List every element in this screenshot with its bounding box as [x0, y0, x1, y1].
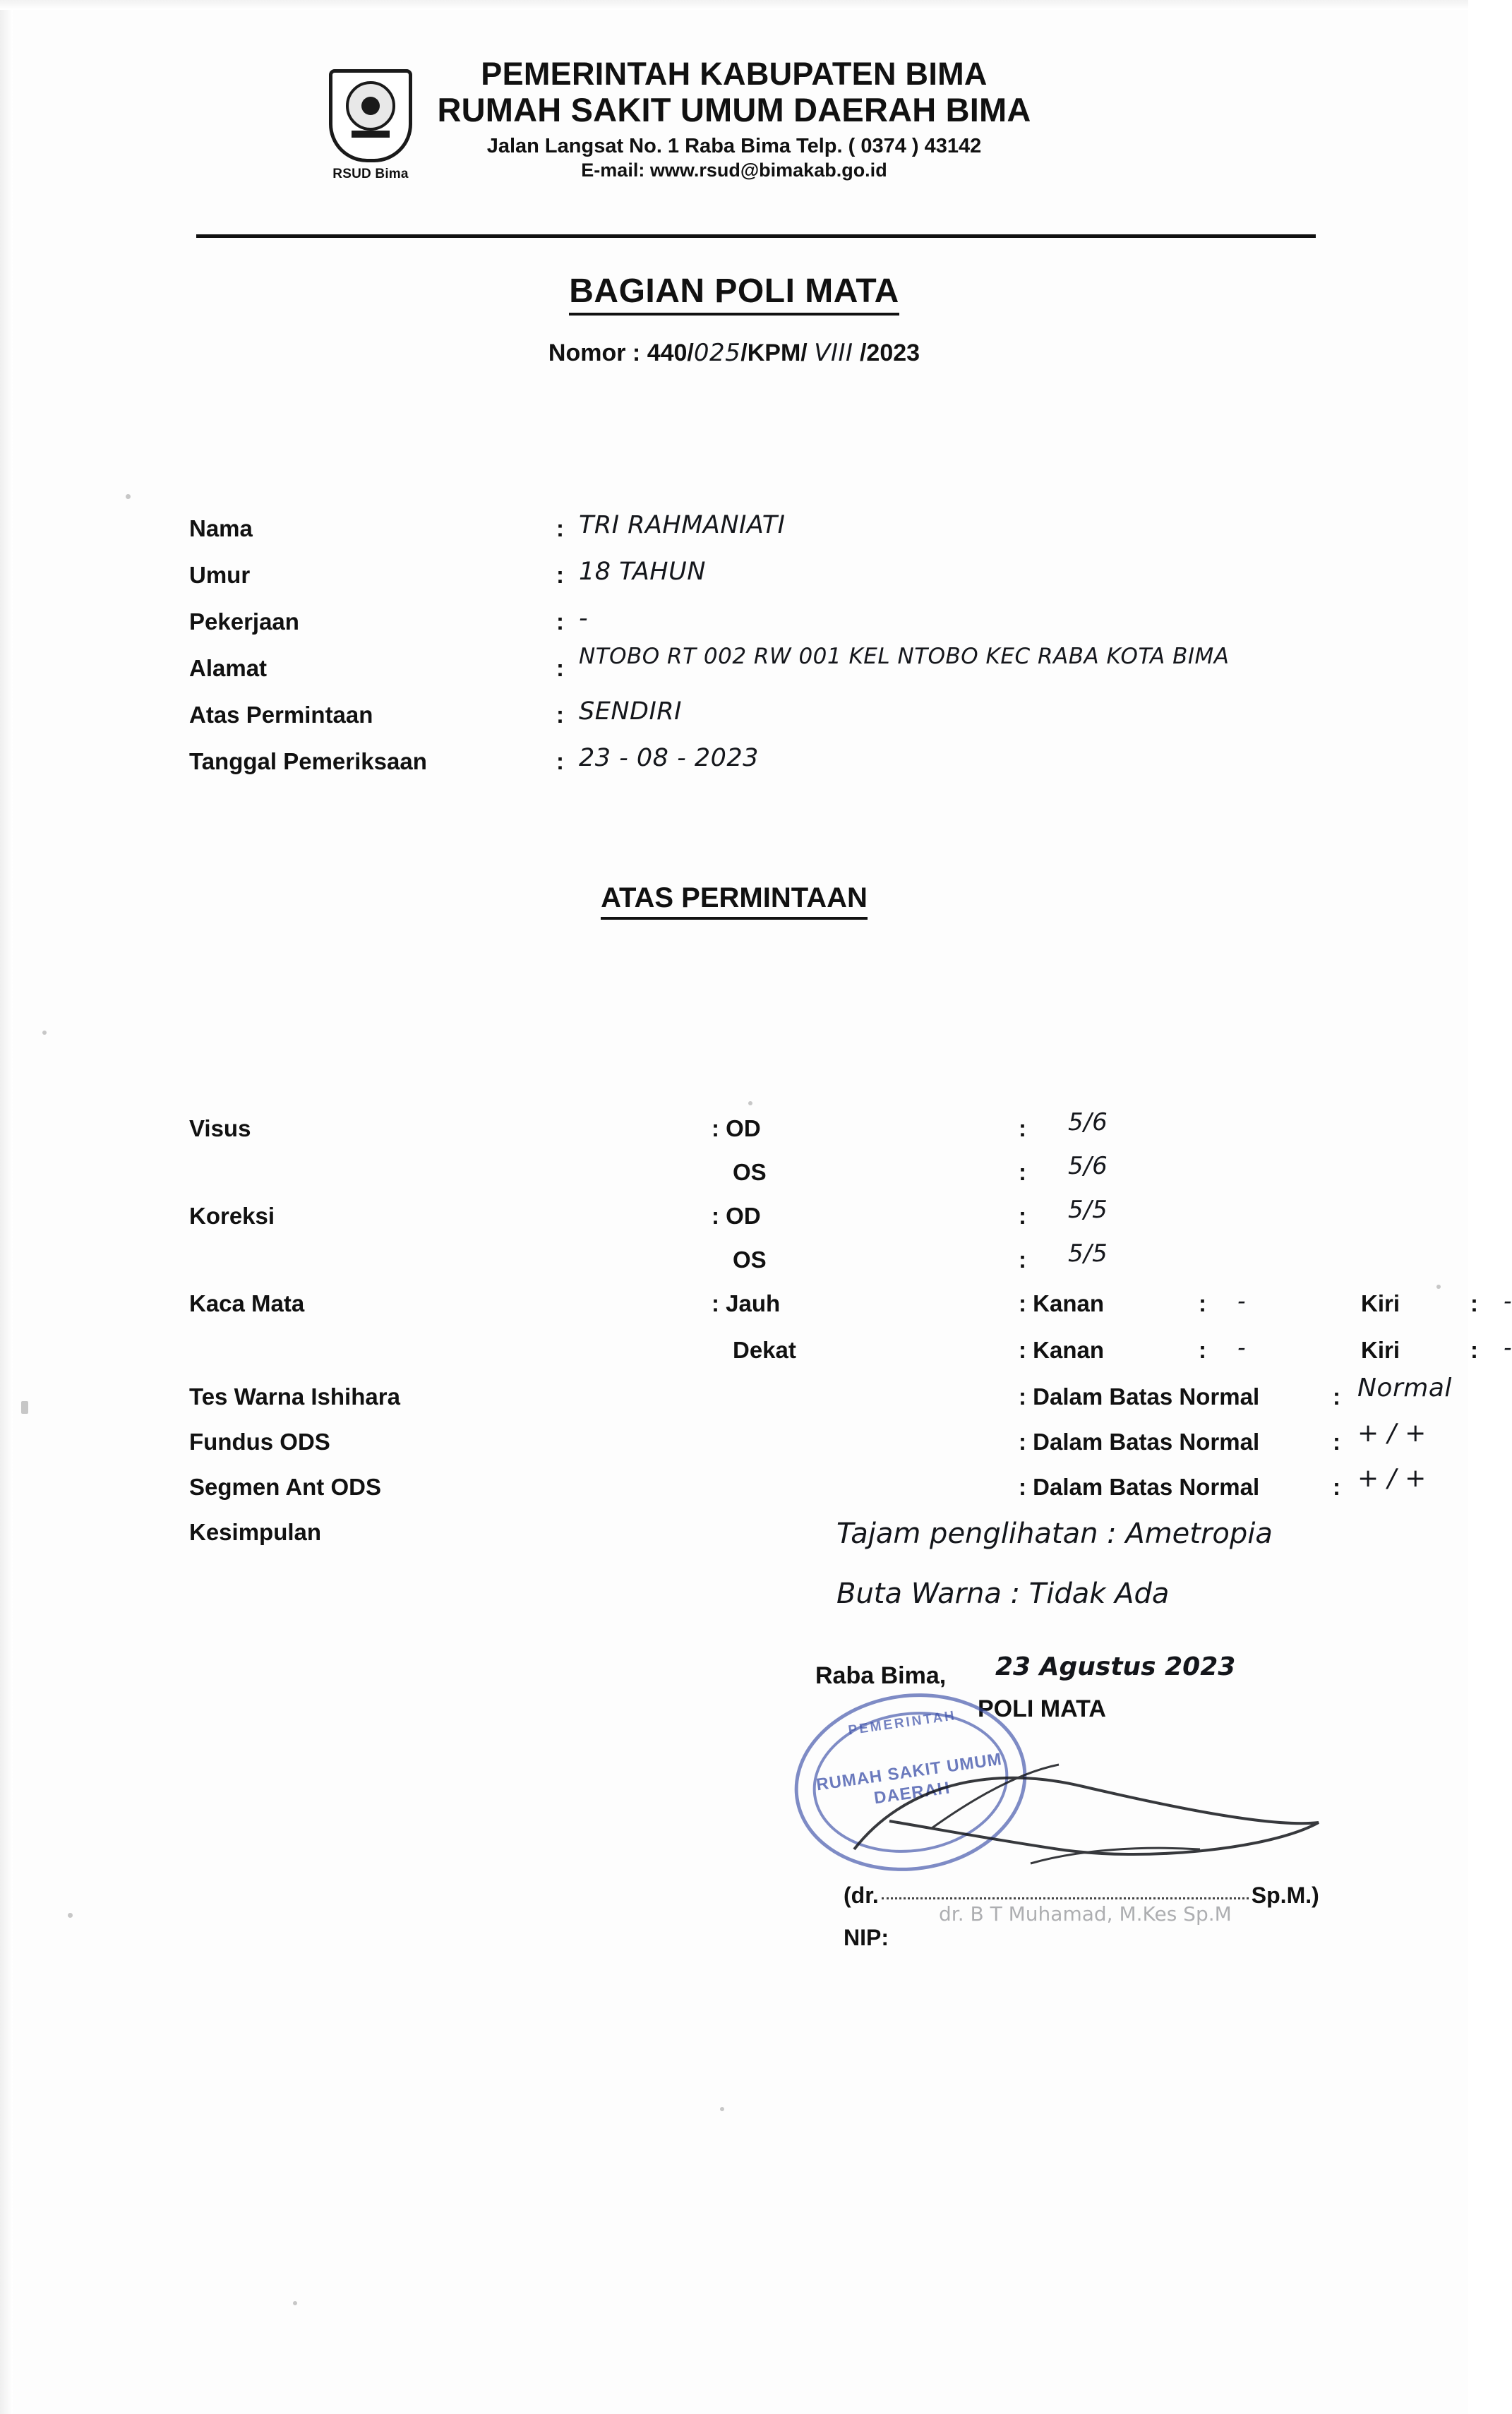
- eye-koreksi-od: : OD: [712, 1203, 761, 1229]
- colon-ishihara-hand: :: [1333, 1383, 1340, 1410]
- colon-pekerjaan: :: [556, 608, 564, 635]
- scan-speck: [126, 494, 131, 499]
- examination-block: [189, 1108, 1512, 1564]
- eye-visus-od: : OD: [712, 1115, 761, 1141]
- signature-name-prefix: (dr.: [844, 1882, 879, 1908]
- label-kacamata-jauh-kiri: Kiri: [1361, 1290, 1400, 1316]
- scan-speck: [748, 1101, 752, 1105]
- document-number-hand-2: VIII: [814, 339, 853, 367]
- value-kacamata-jauh-kanan-hand: -: [1237, 1287, 1247, 1314]
- colon-visus-os: :: [1019, 1159, 1026, 1185]
- document-number-mid: /KPM/: [740, 340, 815, 366]
- value-visus-od: 5/6: [1068, 1108, 1108, 1136]
- eye-visus-os: OS: [733, 1159, 767, 1185]
- stamp-arc-text: PEMERINTAH: [847, 1708, 958, 1739]
- org-hospital-line: RUMAH SAKIT UMUM DAERAH BIMA: [437, 91, 1031, 129]
- exam-row-koreksi-od: [189, 1196, 1432, 1247]
- label-kesimpulan: Kesimpulan: [189, 1519, 322, 1545]
- label-alamat: Alamat: [189, 655, 268, 681]
- colon-umur: :: [556, 562, 564, 588]
- exam-row-koreksi-os: [189, 1239, 1432, 1290]
- section-heading: [0, 882, 1468, 914]
- section-heading-text: ATAS PERMINTAAN: [601, 882, 868, 920]
- document-number-suffix: /2023: [853, 340, 920, 366]
- value-ishihara: : Dalam Batas Normal: [1019, 1383, 1260, 1410]
- exam-row-fundus: [189, 1419, 1432, 1474]
- letterhead: [0, 56, 1468, 183]
- value-kacamata-jauh-kiri: -: [1504, 1287, 1512, 1314]
- handwritten-signature: [847, 1743, 1327, 1885]
- scan-speck: [68, 1913, 73, 1918]
- label-tes-warna-ishihara: Tes Warna Ishihara: [189, 1383, 400, 1410]
- signature-name-suffix: Sp.M.): [1251, 1882, 1319, 1908]
- signature-unit: POLI MATA: [978, 1695, 1106, 1722]
- colon-kacamata-jauh-kanan: :: [1199, 1290, 1206, 1316]
- document-number: [0, 339, 1468, 367]
- label-atas-permintaan: Atas Permintaan: [189, 702, 373, 728]
- signature-place: [815, 1652, 1422, 1690]
- exam-row-visus-os: [189, 1152, 1432, 1203]
- doctor-name-overprint-text: dr. B T Muhamad, M.Kes Sp.M: [939, 1902, 1232, 1926]
- org-email-line: E-mail: www.rsud@bimakab.go.id: [581, 160, 887, 181]
- page-title: [0, 272, 1468, 311]
- document-number-hand-1: 025: [693, 339, 741, 367]
- value-visus-os: 5/6: [1068, 1152, 1108, 1180]
- logo-caption: RSUD Bima: [332, 167, 409, 181]
- colon-koreksi-os: :: [1019, 1247, 1026, 1273]
- value-umur: 18 TAHUN: [579, 558, 706, 586]
- signature-place-text: Raba Bima,: [815, 1662, 947, 1689]
- colon-kacamata-dekat-kiri: :: [1470, 1337, 1478, 1363]
- value-pekerjaan: -: [579, 604, 589, 632]
- eye-kacamata-dekat: Dekat: [733, 1337, 796, 1363]
- page-title-text: BAGIAN POLI MATA: [569, 272, 899, 316]
- label-koreksi: Koreksi: [189, 1203, 275, 1229]
- colon-atas-permintaan: :: [556, 702, 564, 728]
- colon-kacamata-dekat-kanan: :: [1199, 1337, 1206, 1363]
- document-number-prefix: Nomor : 440/: [548, 340, 694, 366]
- colon-nama: :: [556, 515, 564, 541]
- colon-visus-od: :: [1019, 1115, 1026, 1141]
- value-atas-permintaan: SENDIRI: [579, 697, 682, 726]
- value-kacamata-jauh-kanan: : Kanan: [1019, 1290, 1105, 1316]
- logo-banner-icon: [352, 131, 390, 138]
- signature-date: 23 Agustus 2023: [995, 1652, 1236, 1681]
- doctor-name-overprint: [939, 1902, 1232, 1926]
- org-address-line: Jalan Langsat No. 1 Raba Bima Telp. ( 0374 ) 43142: [486, 135, 982, 158]
- label-segmen-ant-ods: Segmen Ant ODS: [189, 1474, 381, 1500]
- exam-row-segmen-ant: [189, 1464, 1432, 1519]
- colon-tanggal-pemeriksaan: :: [556, 748, 564, 774]
- identity-row-nama: [189, 511, 1389, 562]
- scan-speck: [1436, 1285, 1441, 1289]
- patient-identity-block: [189, 511, 1389, 795]
- colon-fundus-hand: :: [1333, 1429, 1340, 1455]
- label-visus: Visus: [189, 1115, 251, 1141]
- value-kacamata-dekat-kiri: -: [1504, 1334, 1512, 1361]
- scan-speck: [293, 2301, 297, 2305]
- label-umur: Umur: [189, 562, 251, 588]
- scan-edge-top: [0, 0, 1468, 10]
- exam-row-kacamata-jauh: [189, 1287, 1512, 1337]
- colon-alamat: :: [556, 655, 564, 681]
- colon-kacamata-jauh-kiri: :: [1470, 1290, 1478, 1316]
- signature-name-dots: [882, 1897, 1249, 1899]
- label-fundus-ods: Fundus ODS: [189, 1429, 330, 1455]
- signature-nip: NIP:: [844, 1925, 889, 1950]
- logo-shield-icon: [329, 69, 412, 162]
- value-koreksi-os: 5/5: [1068, 1239, 1108, 1268]
- identity-row-alamat: [189, 644, 1389, 702]
- eye-koreksi-os: OS: [733, 1247, 767, 1273]
- value-fundus-ods: : Dalam Batas Normal: [1019, 1429, 1260, 1455]
- identity-row-umur: [189, 558, 1389, 608]
- label-kaca-mata: Kaca Mata: [189, 1290, 305, 1316]
- label-tanggal-pemeriksaan: Tanggal Pemeriksaan: [189, 748, 427, 774]
- org-government-line: PEMERINTAH KABUPATEN BIMA: [481, 56, 988, 92]
- colon-segmen-hand: :: [1333, 1474, 1340, 1500]
- rsud-logo: [321, 69, 420, 189]
- label-pekerjaan: Pekerjaan: [189, 608, 299, 635]
- value-segmen-ant-ods: : Dalam Batas Normal: [1019, 1474, 1260, 1500]
- value-koreksi-od: 5/5: [1068, 1196, 1108, 1224]
- value-fundus-hand: + / +: [1357, 1419, 1427, 1448]
- value-tanggal-pemeriksaan: 23 - 08 - 2023: [579, 744, 759, 772]
- value-segmen-hand: + / +: [1357, 1464, 1427, 1493]
- exam-row-kacamata-dekat: [189, 1334, 1512, 1383]
- value-alamat: NTOBO RT 002 RW 001 KEL NTOBO KEC RABA KOTA BIMA: [579, 644, 1230, 669]
- eye-kacamata-jauh: : Jauh: [712, 1290, 781, 1316]
- scan-speck: [720, 2107, 724, 2111]
- conclusion-line-1: Tajam penglihatan : Ametropia: [836, 1518, 1273, 1550]
- header-divider: [196, 234, 1316, 238]
- logo-emblem-icon: [346, 81, 395, 131]
- value-ishihara-hand: Normal: [1357, 1374, 1452, 1403]
- label-nama: Nama: [189, 515, 253, 541]
- scan-speck: [42, 1031, 47, 1035]
- value-kacamata-dekat-kanan-hand: -: [1237, 1334, 1247, 1361]
- conclusion-line-2: Buta Warna : Tidak Ada: [836, 1578, 1170, 1610]
- label-kacamata-dekat-kiri: Kiri: [1361, 1337, 1400, 1363]
- scan-speck: [21, 1401, 28, 1414]
- stamp-center-text: RUMAH SAKIT UMUM DAERAH: [815, 1749, 1004, 1808]
- identity-row-atas-permintaan: [189, 697, 1389, 748]
- identity-row-tanggal: [189, 744, 1389, 795]
- colon-koreksi-od: :: [1019, 1203, 1026, 1229]
- value-nama: TRI RAHMANIATI: [579, 511, 786, 539]
- value-kacamata-dekat-kanan: : Kanan: [1019, 1337, 1105, 1363]
- exam-row-ishihara: [189, 1374, 1452, 1429]
- exam-row-visus-od: [189, 1108, 1432, 1159]
